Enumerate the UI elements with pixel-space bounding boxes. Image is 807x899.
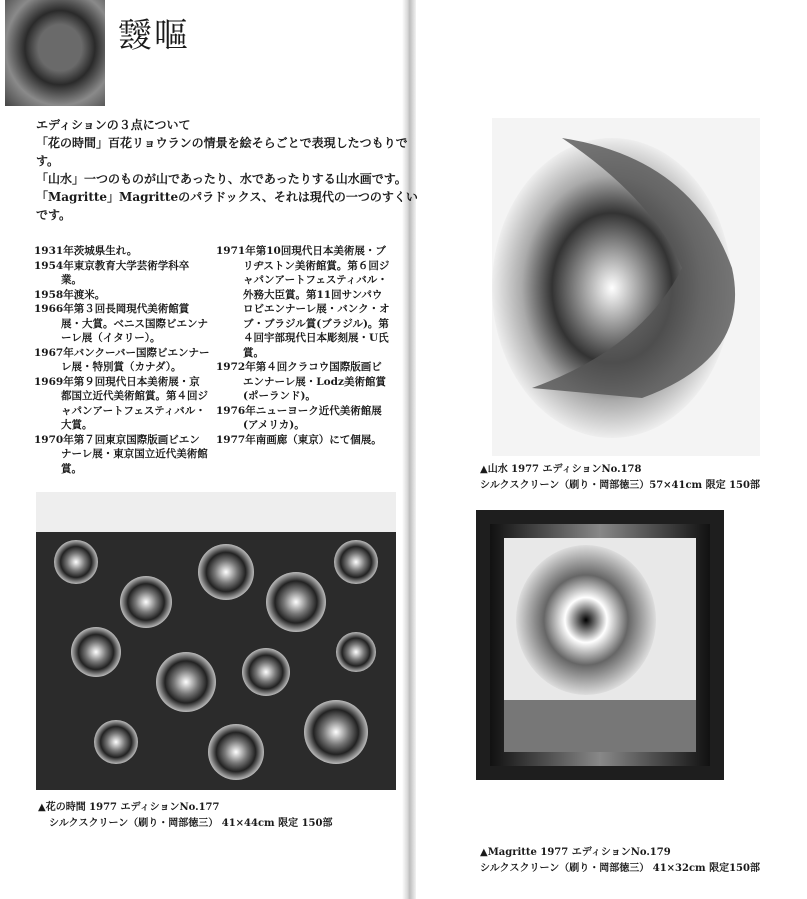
bio-entry: 1966年第３回長岡現代美術館賞展・大賞。ベニス国際ビエンナーレ展（イタリー）。: [34, 303, 208, 344]
caption-title: ▲花の時間 1977 エディションNo.177: [38, 802, 220, 813]
caption-sansui: [480, 462, 760, 494]
artwork-flower-time: [36, 492, 396, 790]
caption-title: ▲山水 1977 エディションNo.178: [480, 464, 642, 475]
artwork-magritte: [476, 510, 724, 840]
bio-entry: 1967年バンクーバー国際ビエンナーレ展・特別賞（カナダ）。: [34, 346, 210, 373]
caption-title: ▲Magritte 1977 エディションNo.179: [480, 847, 671, 858]
bio-entry: 1976年ニューヨーク近代美術館展(アメリカ)。: [216, 404, 382, 431]
bio-entry: 1931年茨城県生れ。: [34, 245, 138, 257]
bio-entry: 1977年南画廊（東京）にて個展。: [216, 433, 382, 446]
artist-name: 靉嘔: [118, 16, 190, 56]
caption-detail: シルクスクリーン（刷り・岡部徳三） 41×44cm 限定 150部: [49, 818, 333, 829]
biography-right: [216, 244, 392, 447]
artist-photo: [5, 0, 105, 106]
caption-flower-time: [38, 800, 332, 832]
bio-entry: 1972年第４回クラコウ国際版画ビエンナーレ展・Lodz美術館賞(ポーランド)。: [216, 361, 386, 402]
intro-line: 「Magritte」Magritteのパラドックス、それは現代の一つのすくいです。: [36, 190, 418, 222]
bio-entry: 1970年第７回東京国際版画ビエンナーレ展・東京国立近代美術館賞。: [34, 433, 208, 475]
intro-line: 「山水」一つのものが山であったり、水であったりする山水画です。: [36, 172, 407, 186]
bio-entry: 1969年第９回現代日本美術展・京都国立近代美術館賞。第４回ジャパンアートフェスティバル・大賞。: [34, 375, 208, 431]
biography-left: [34, 244, 210, 476]
caption-detail: シルクスクリーン（刷り・岡部徳三） 41×32cm 限定150部: [480, 863, 760, 874]
bio-entry: 1958年渡米。: [34, 288, 106, 301]
intro-heading: エディションの３点について: [36, 118, 191, 132]
intro-line: 「花の時間」百花リョウランの情景を絵そらごとで表現したつもりです。: [36, 136, 408, 168]
bio-entry: 1971年第10回現代日本美術展・ブリヂストン美術館賞。第６回ジャパンアートフェスティバル・外務大臣賞。第11回サンパウロビエンナーレ展・バンク・オブ・ブラジル賞(ブラジル)。第４回宇部現代日本彫刻展・U氏賞。: [216, 245, 390, 359]
artwork-sansui: [492, 118, 760, 456]
caption-magritte: [480, 845, 760, 877]
bio-entry: 1954年東京教育大学芸術学科卒業。: [34, 259, 190, 286]
intro-text: [36, 116, 420, 224]
caption-detail: シルクスクリーン（刷り・岡部徳三）57×41cm 限定 150部: [480, 480, 760, 491]
